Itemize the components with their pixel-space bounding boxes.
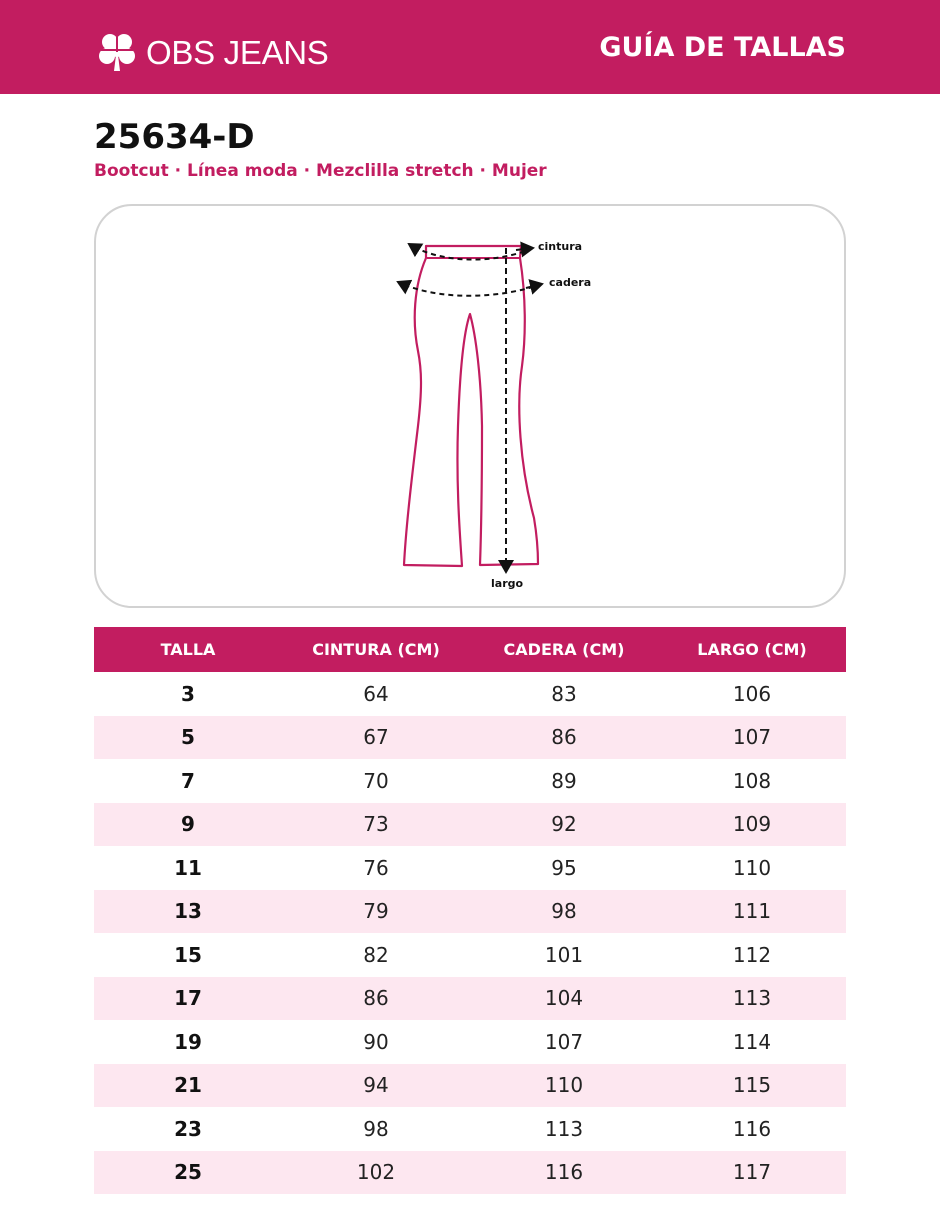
length-cell: 112 (732, 942, 772, 967)
length-label: largo (491, 577, 524, 590)
size-cell: 17 (94, 977, 282, 1021)
waist-label: cintura (538, 240, 583, 253)
length-cell: 116 (732, 1116, 772, 1141)
header-waist: CINTURA (CM) (282, 627, 470, 672)
size-cell: 11 (174, 855, 202, 880)
size-table-header (94, 627, 846, 672)
header-length: LARGO (CM) (658, 627, 846, 672)
hip-cell: 101 (544, 942, 584, 967)
pants-outline (404, 246, 538, 566)
table-row (94, 1020, 846, 1064)
table-row (94, 716, 846, 760)
waist-cell: 73 (282, 803, 470, 847)
size-cell: 15 (174, 942, 202, 967)
table-row (94, 1107, 846, 1151)
waist-cell: 76 (363, 855, 389, 880)
hip-cell: 83 (551, 681, 577, 706)
size-cell: 5 (94, 716, 282, 760)
length-cell: 113 (658, 977, 846, 1021)
hip-label: cadera (549, 276, 592, 289)
size-cell: 21 (94, 1064, 282, 1108)
model-number: 25634-D (94, 117, 255, 157)
waist-cell: 102 (282, 1151, 470, 1195)
brand-logo (94, 28, 329, 76)
pants-illustration (96, 206, 844, 606)
waist-cell: 79 (282, 890, 470, 934)
hip-cell: 116 (470, 1151, 658, 1195)
header-size: TALLA (94, 627, 282, 672)
table-row (94, 1064, 846, 1108)
guide-title: GUÍA DE TALLAS (599, 32, 846, 63)
clover-icon (94, 29, 140, 75)
length-cell: 109 (658, 803, 846, 847)
hip-cell: 110 (470, 1064, 658, 1108)
length-cell: 110 (732, 855, 772, 880)
size-cell: 7 (181, 768, 195, 793)
waist-cell: 90 (363, 1029, 389, 1054)
waist-cell: 64 (363, 681, 389, 706)
table-row (94, 672, 846, 716)
hip-cell: 104 (470, 977, 658, 1021)
measurement-diagram (94, 204, 846, 608)
waist-cell: 98 (363, 1116, 389, 1141)
length-cell: 117 (658, 1151, 846, 1195)
table-row (94, 933, 846, 977)
size-cell: 25 (94, 1151, 282, 1195)
hip-cell: 92 (470, 803, 658, 847)
hip-cell: 113 (544, 1116, 584, 1141)
table-row (94, 846, 846, 890)
waist-cell: 94 (282, 1064, 470, 1108)
length-cell: 108 (732, 768, 772, 793)
waist-cell: 67 (282, 716, 470, 760)
length-cell: 111 (658, 890, 846, 934)
table-row (94, 977, 846, 1021)
waist-cell: 70 (363, 768, 389, 793)
length-cell: 107 (658, 716, 846, 760)
hip-cell: 86 (470, 716, 658, 760)
header-bar (0, 0, 940, 94)
table-row (94, 759, 846, 803)
brand-name: OBS JEANS (146, 33, 329, 71)
hip-cell: 98 (470, 890, 658, 934)
hip-cell: 107 (544, 1029, 584, 1054)
waist-cell: 82 (363, 942, 389, 967)
hip-measure-line (398, 282, 542, 296)
size-table (94, 627, 846, 1194)
hip-cell: 89 (551, 768, 577, 793)
hip-cell: 95 (551, 855, 577, 880)
table-row (94, 1151, 846, 1195)
size-cell: 13 (94, 890, 282, 934)
waist-cell: 86 (282, 977, 470, 1021)
length-cell: 115 (658, 1064, 846, 1108)
product-subtitle: Bootcut · Línea moda · Mezclilla stretch · Mujer (94, 161, 547, 181)
table-row (94, 890, 846, 934)
size-cell: 3 (181, 681, 195, 706)
length-cell: 106 (732, 681, 772, 706)
size-cell: 23 (174, 1116, 202, 1141)
table-row (94, 803, 846, 847)
size-cell: 9 (94, 803, 282, 847)
length-cell: 114 (732, 1029, 772, 1054)
header-hip: CADERA (CM) (470, 627, 658, 672)
size-cell: 19 (174, 1029, 202, 1054)
